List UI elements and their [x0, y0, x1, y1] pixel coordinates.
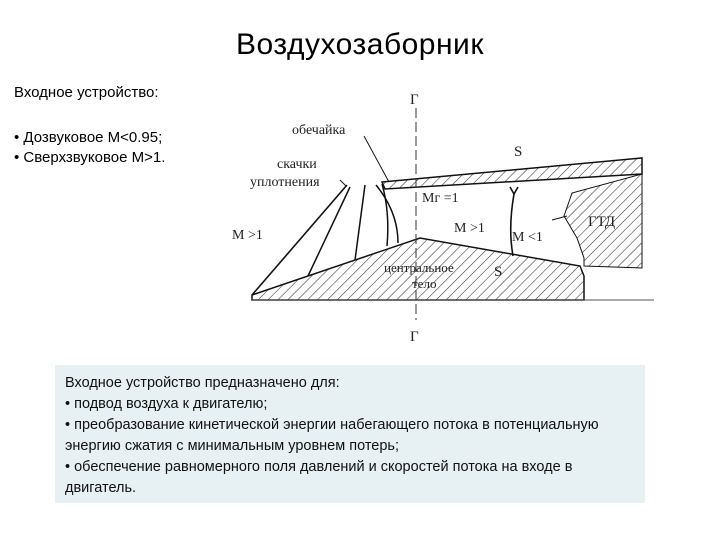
- label-s-bottom: S: [494, 264, 503, 280]
- bullet-list: [14, 128, 165, 168]
- shock-wave: [355, 185, 365, 260]
- label-mg: Mг =1: [422, 191, 459, 206]
- label-shocks-2: уплотнения: [250, 175, 320, 190]
- purpose-item: • обеспечение равномерного поля давлений и скоростей потока на входе в двигатель.: [65, 457, 635, 499]
- shock-wave: [308, 187, 350, 276]
- slide-title: Воздухозаборник: [236, 28, 484, 61]
- purpose-list: [65, 394, 635, 499]
- purpose-intro: Входное устройство предназначено для:: [65, 375, 340, 391]
- bullet-supersonic: • Сверхзвуковое М>1.: [14, 148, 165, 168]
- label-s-top: S: [514, 144, 523, 160]
- label-g-top: Г: [410, 92, 419, 108]
- label-shocks-1: скачки: [277, 157, 317, 172]
- label-m-gt1-mid: M >1: [454, 221, 485, 236]
- label-central-body-1: центральное: [384, 260, 454, 275]
- throat-marker: [510, 187, 518, 256]
- label-m-gt1-left: M >1: [232, 228, 263, 243]
- label-central-body-2: тело: [412, 276, 437, 291]
- label-g-bottom: Г: [410, 329, 419, 345]
- purpose-box: [55, 365, 645, 503]
- subtitle: Входное устройство:: [14, 84, 159, 101]
- purpose-item: • подвод воздуха к двигателю;: [65, 394, 635, 415]
- label-shell: обечайка: [292, 123, 346, 138]
- label-gtd: ГТД: [588, 214, 616, 230]
- shell-pointer: [364, 136, 389, 182]
- purpose-item: • преобразование кинетической энергии набегающего потока в потенциальную энергию сжатия с минимальным уровнем потерь;: [65, 415, 635, 457]
- shocks-pointer: [340, 180, 346, 186]
- inlet-diagram: [222, 88, 662, 346]
- label-m-lt1: M <1: [512, 230, 543, 245]
- bullet-subsonic: • Дозвуковое М<0.95;: [14, 128, 165, 148]
